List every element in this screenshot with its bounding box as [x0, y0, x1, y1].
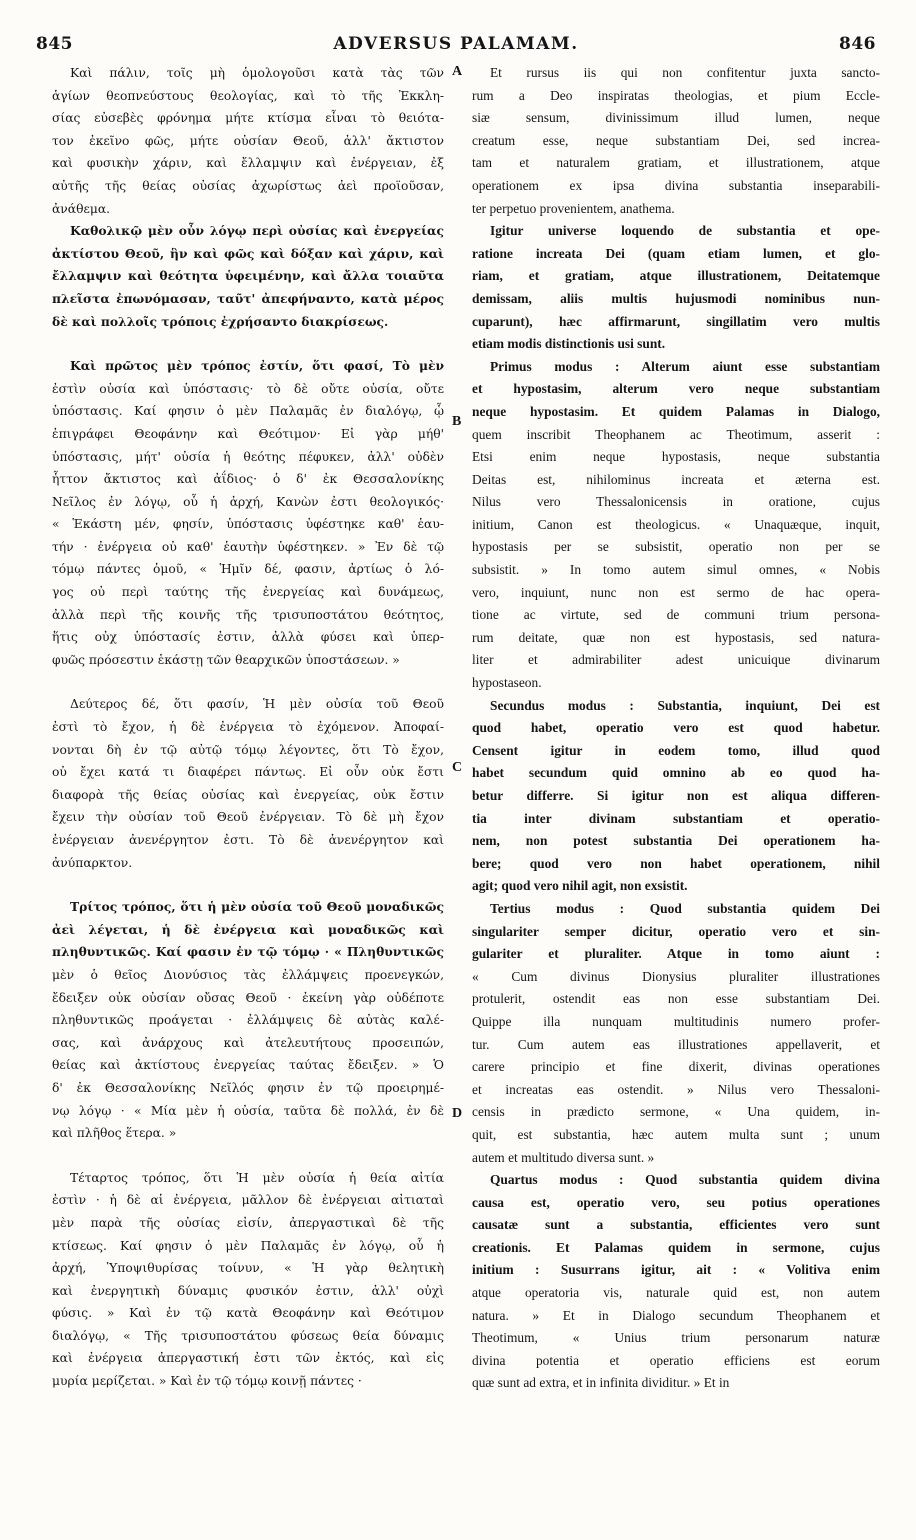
- margin-letter-d: D: [452, 1106, 463, 1121]
- greek-text-line: ἔχειν τὴν οὐσίαν τοῦ Θεοῦ ἐνέργειαν. Τὸ δὲ μὴ ἔχον: [52, 810, 444, 825]
- latin-text-line: liter et admirabiliter adest unicuique divinarum: [472, 652, 880, 668]
- greek-text-line: νονται δὴ ἐν τῷ αὐτῷ τόμῳ λέγοντες, ὅτι Τὸ ἔχον,: [52, 742, 444, 757]
- greek-text-line: ἥτις οὐχ ὑπόστασίς ἐστιν, ἀλλὰ φύσει καὶ ὑπερ-: [52, 630, 444, 645]
- greek-text-line: ἀκτίστου Θεοῦ, ἣν καὶ φῶς καὶ δόξαν καὶ χάριν, καὶ: [52, 245, 444, 261]
- paragraph-gap: [52, 874, 444, 896]
- greek-text-line: ἀνύπαρκτον.: [52, 855, 133, 870]
- latin-text-line: Theotimum, « Unius trium personarum naturæ: [472, 1330, 880, 1346]
- greek-text-line: Δεύτερος δέ, ὅτι φασίν, Ἡ μὲν οὐσία τοῦ Θεοῦ: [70, 697, 444, 712]
- latin-text-line: Nilus vero Thessalonicensis in oratione, cujus: [472, 494, 880, 510]
- latin-text-line: causatæ sunt a substantia, efficientes vero sunt: [472, 1217, 880, 1233]
- greek-text-line: πλεῖστα ἐπωνόμασαν, ταῦτ' ἀπεφήναντο, κατὰ μέρος: [52, 290, 444, 306]
- latin-text-line: rum a Deo inspiratas theologias, et pium Eccle-: [472, 87, 880, 103]
- latin-text-line: vero, inquiunt, nunc non est sermo de hac opera-: [472, 584, 880, 600]
- greek-text-line: διαλόγῳ, « Τῆς τρισυποστάτου φύσεως θεία δύναμις: [52, 1328, 444, 1343]
- greek-text-line: τον ἐκεῖνο φῶς, μήτε οὐσίαν Θεοῦ, ἀλλ' ἄκτιστον: [52, 133, 444, 148]
- greek-text-line: ἔδειξεν οὐκ οὐσίαν οὔσας Θεοῦ · ἐκείνη γὰρ οὐδέποτε: [52, 990, 444, 1005]
- greek-text-line: Καὶ πρῶτος μὲν τρόπος ἐστίν, ὅτι φασί, Τὸ μὲν: [70, 358, 444, 374]
- greek-text-line: Τρίτος τρόπος, ὅτι ἡ μὲν οὐσία τοῦ Θεοῦ μοναδικῶς: [70, 899, 444, 915]
- greek-text-line: τόμῳ πάντες ὁμοῦ, « Ἡμῖν δέ, φασιν, ἀρτίως ὁ λό-: [52, 562, 444, 577]
- greek-text-line: Νεῖλος ἐν λόγῳ, οὗ ἡ ἀρχή, Κανὼν ἐστι θεολογικός·: [52, 494, 444, 509]
- greek-text-line: τήν · ἐνέργεια οὐ καθ' ἑαυτὴν ὑφέστηκεν. » Ἐν δὲ τῷ: [52, 539, 444, 554]
- latin-text-line: Quartus modus : Quod substantia quidem divina: [490, 1172, 880, 1188]
- margin-letter-b: B: [452, 414, 462, 429]
- latin-text-line: divina potentia et operatio efficiens est eorum: [472, 1352, 880, 1368]
- latin-text-line: rum deitate, quæ non est hypostasis, sed natura-: [472, 629, 880, 645]
- greek-text-line: μυρία μερίζεται. » Καὶ ἐν τῷ τόμῳ κοινῇ πάντες ·: [52, 1374, 362, 1389]
- greek-text-line: μὲν ὁ θεῖος Διονύσιος τὰς ἐλλάμψεις προενεγκών,: [52, 967, 444, 982]
- greek-text-line: Τέταρτος τρόπος, ὅτι Ἡ μὲν οὐσία ἡ θεία αἰτία: [70, 1170, 444, 1185]
- latin-text-line: agit; quod vero nihil agit, non exsistit.: [472, 878, 688, 894]
- latin-text-line: protulerit, ostendit eas non esse substantiam Dei.: [472, 991, 880, 1007]
- latin-text-line: tur. Cum autem eas illustrationes appellaverit, et: [472, 1036, 880, 1052]
- latin-text-line: quit, est substantia, hæc autem multa sunt ; unum: [472, 1126, 880, 1142]
- greek-text-line: ἀνάθεμα.: [52, 201, 111, 216]
- greek-text-line: κτίσεως. Καί φησιν ὁ μὲν Παλαμᾶς ἐν λόγῳ, οὗ ἡ: [52, 1238, 444, 1253]
- latin-text-line: Etsi enim neque hypostasis, neque substantia: [472, 449, 880, 465]
- latin-text-line: Censent igitur in eodem tomo, illud quod: [472, 742, 880, 758]
- page-number-left: 845: [36, 34, 73, 54]
- latin-text-line: Secundus modus : Substantia, inquiunt, Dei est: [490, 697, 880, 713]
- paragraph-gap: [52, 671, 444, 693]
- latin-text-line: ratione increata Dei (quam etiam lumen, et glo-: [472, 245, 880, 261]
- latin-text-line: tione ac virtute, sed de communi trium persona-: [472, 607, 880, 623]
- latin-text-line: gulariter et pluraliter. Atque in tomo aiunt :: [472, 946, 880, 962]
- greek-text-line: ἐπιγράφει Θεοφάνην καὶ Θεότιμον· Εἰ γὰρ μήθ': [52, 426, 444, 441]
- greek-text-line: μὲν παρὰ τῆς οὐσίας εἰσίν, ἀπεργαστικαὶ δὲ τῆς: [52, 1215, 444, 1230]
- margin-letter-c: C: [452, 760, 463, 775]
- latin-text-line: subsistit. » In tomo autem simul omnes, « Nobis: [472, 562, 880, 578]
- greek-text-line: πληθυντικῶς. Καί φασιν ἐν τῷ τόμῳ · « Πληθυντικῶς: [52, 944, 444, 960]
- latin-text-line: tia inter divinam substantiam et operatio-: [472, 810, 880, 826]
- greek-text-line: οὐ ἔχει κατά τι διαφέρει πάντως. Εἰ οὖν οὐκ ἔστι: [52, 765, 444, 780]
- latin-text-line: « Cum divinus Dionysius pluraliter illustrationes: [472, 968, 880, 984]
- greek-text-line: δ' ἐκ Θεσσαλονίκης Νεῖλός φησιν ἐν τῷ προειρημέ-: [52, 1080, 444, 1095]
- latin-text-line: causa est, operatio vero, seu potius operationes: [472, 1194, 880, 1210]
- latin-text-line: hypostaseon.: [472, 675, 542, 691]
- paragraph-gap: [52, 1145, 444, 1167]
- latin-text-line: Et rursus iis qui non confitentur juxta sancto-: [490, 65, 880, 80]
- latin-text-line: Igitur universe loquendo de substantia et ope-: [490, 223, 880, 239]
- latin-text-line: natura. » Et in Dialogo secundum Theophanem et: [472, 1307, 880, 1323]
- greek-text-column: [52, 62, 444, 1393]
- latin-text-line: habet secundum quid omnino ab eo quod ha-: [472, 765, 880, 781]
- margin-letter-a: A: [452, 64, 463, 79]
- latin-text-line: initium : Susurrans igitur, ait : « Volitiva enim: [472, 1262, 880, 1278]
- greek-text-line: ἐνέργειαν ἀνενέργητον ἐστι. Τὸ δὲ ἀνενέργητον καὶ: [52, 833, 444, 847]
- latin-text-line: riam, et gratiam, atque illustrationem, Deitatemque: [472, 268, 880, 284]
- latin-text-line: carere principio et fine dixerit, divinas operationes: [472, 1059, 880, 1075]
- latin-text-line: nem, non potest substantia Dei operationem ha-: [472, 833, 880, 849]
- greek-text-line: νῳ λόγῳ · « Μία μὲν ἡ οὐσία, ταῦτα δὲ πολλά, ἐν δὲ: [52, 1103, 444, 1118]
- greek-text-line: ἧττον ἄκτιστος καὶ ἀΐδιος· ὁ δ' ἐκ Θεσσαλονίκης: [52, 472, 444, 487]
- greek-text-line: καὶ πλῆθος ἕτερα. »: [52, 1126, 177, 1141]
- latin-text-line: et hypostasim, alterum vero neque substantiam: [472, 381, 880, 397]
- greek-text-line: ἔλλαμψιν καὶ θεότητα ὑφειμένην, καὶ ἄλλα τοιαῦτα: [52, 268, 444, 284]
- greek-text-line: γος οὐ περὶ ταύτης τῆς ἐνεργείας καὶ δυνάμεως,: [52, 585, 444, 600]
- greek-text-line: ὑπόστασις, μήτ' οὐσία ἡ θεότης πέφυκεν, ἀλλ' οὐδὲν: [52, 449, 444, 464]
- latin-text-line: betur differre. Si igitur non est aliqua differen-: [472, 788, 880, 803]
- latin-text-line: cuparunt), hæc affirmarunt, singillatim vero multis: [472, 313, 880, 329]
- latin-text-line: censis in prædicto sermone, « Una quidem, in-: [472, 1104, 880, 1120]
- latin-text-line: quod habet, operatio vero est quod habetur.: [472, 720, 880, 736]
- latin-text-line: Tertius modus : Quod substantia quidem Dei: [490, 900, 880, 916]
- greek-text-line: « Ἑκάστη μέν, φησίν, ὑπόστασις ὑφέστηκε καθ' ἑαυ-: [52, 517, 444, 532]
- latin-text-line: bere; quod vero non habet operationem, nihil: [472, 855, 880, 871]
- paragraph-gap: [52, 333, 444, 355]
- latin-text-line: etiam modis distinctionis usi sunt.: [472, 336, 666, 352]
- latin-text-line: creationis. Et Palamas quidem in sermone, cujus: [472, 1239, 880, 1255]
- latin-text-line: hypostasis per se subsistit, operatio non per se: [472, 539, 880, 555]
- running-title: ADVERSUS PALAMAM.: [333, 34, 579, 54]
- running-header: [36, 34, 876, 58]
- latin-text-line: operationem ex ipsa divina substantia inseparabili-: [472, 177, 880, 193]
- greek-text-line: καὶ ἐνέργεια ἀπεργαστική ἐστι τῶν ἐκτός, καὶ εἰς: [52, 1351, 444, 1366]
- greek-text-line: ἐστὶν οὐσία καὶ ὑπόστασις· τὸ δὲ οὔτε οὐσία, οὔτε: [52, 381, 444, 396]
- greek-text-line: φύσις. » Καὶ ἐν τῷ κατὰ Θεοφάνην καὶ Θεότιμον: [52, 1306, 444, 1321]
- latin-text-line: Quippe illa nunquam multitudinis numero profer-: [472, 1013, 880, 1029]
- greek-text-line: ὑπόστασις. Καί φησιν ὁ μὲν Παλαμᾶς ἐν διαλόγῳ, ᾧ: [52, 404, 444, 419]
- latin-text-line: Deitas est, nihilominus increata et æterna est.: [472, 471, 880, 487]
- latin-text-line: quem inscribit Theophanem ac Theotimum, asserit :: [472, 426, 880, 442]
- latin-text-line: ter perpetuo provenientem, anathema.: [472, 200, 675, 216]
- greek-text-line: ἐστὶ τὸ ἔχον, ἡ δὲ ἐνέργεια τὸ ἐχόμενον. Ἀποφαί-: [52, 720, 444, 735]
- latin-text-line: Primus modus : Alterum aiunt esse substantiam: [490, 358, 880, 374]
- latin-text-line: atque operatoria vis, naturale quid est, non autem: [472, 1285, 880, 1301]
- greek-text-line: διαφορὰ τῆς θείας οὐσίας καὶ ἐνεργείας, οὐκ ἔστιν: [52, 787, 444, 802]
- latin-text-column: [472, 62, 880, 1395]
- greek-text-line: σίας εὐσεβὲς φρόνημα μήτε κτίσμα εἶναι τὸ θειότα-: [52, 111, 444, 126]
- latin-text-line: creatum esse, neque substantiam Dei, sed increa-: [472, 132, 880, 148]
- latin-text-line: et increatas eas ostendit. » Nilus vero Thessaloni-: [472, 1081, 880, 1097]
- greek-text-line: αὐτῆς τῆς θείας οὐσίας ἀχωρίστως ἀεὶ προϊοῦσαν,: [52, 178, 444, 193]
- page-number-right: 846: [839, 34, 876, 54]
- greek-text-line: ἀρχή, Ὑποψιθυρίσας τοίνυν, « Ἡ γὰρ θελητικὴ: [52, 1261, 444, 1276]
- greek-text-line: σας, καὶ ἀνάρχους καὶ ἀτελευτήτους προσειπών,: [52, 1035, 444, 1050]
- greek-text-line: φυῶς πρόσεστιν ἑκάστῃ τῶν θεαρχικῶν ὑποστάσεων. »: [52, 652, 400, 667]
- greek-text-line: ἀεὶ λέγεται, ἡ δὲ ἐνέργεια καὶ μοναδικῶς καὶ: [52, 921, 444, 937]
- latin-text-line: initium, Canon est theologicus. « Unaquæque, inquit,: [472, 516, 880, 532]
- latin-text-line: demissam, aliis multis hujusmodi nominibus nun-: [472, 290, 880, 306]
- greek-text-line: Καθολικῷ μὲν οὖν λόγῳ περὶ οὐσίας καὶ ἐνεργείας: [70, 223, 444, 239]
- latin-text-line: autem et multitudo diversa sunt. »: [472, 1149, 655, 1165]
- latin-text-line: singulariter semper dicitur, operatio vero et sin-: [472, 923, 880, 939]
- greek-text-line: ἀλλὰ περὶ τῆς κοινῆς τῆς τρισυποστάτου θεότητος,: [52, 607, 444, 622]
- greek-text-line: δὲ καὶ πολλοῖς τρόποις ἐχρήσαντο διακρίσεως.: [52, 313, 389, 329]
- greek-text-line: ἐστὶν · ἡ δὲ αἱ ἐνέργεια, μᾶλλον δὲ ἐνέργειαι αἰτιαταὶ: [52, 1193, 444, 1208]
- latin-text-line: siæ sensum, divinissimum illud lumen, neque: [472, 110, 880, 126]
- latin-text-line: tam et naturalem gratiam, et illustrationem, atque: [472, 155, 880, 171]
- greek-text-line: Καὶ πάλιν, τοῖς μὴ ὁμολογοῦσι κατὰ τὰς τῶν: [70, 66, 444, 80]
- greek-text-line: ἁγίων θεοπνεύστους θεολογίας, καὶ τὸ τῆς Ἐκκλη-: [52, 88, 444, 103]
- latin-text-line: neque hypostasim. Et quidem Palamas in Dialogo,: [472, 403, 880, 419]
- latin-text-line: quæ sunt ad extra, et in infinita dividitur. » Et in: [472, 1375, 730, 1391]
- greek-text-line: πληθυντικῶς προάγεται · ἐλλάμψεις δὲ αὐτὰς καλέ-: [52, 1013, 444, 1028]
- greek-text-line: καὶ ἐνεργητικὴ δύναμις φυσικόν ἐστιν, ἀλλ' οὐχὶ: [52, 1283, 444, 1298]
- greek-text-line: θείας καὶ ἀκτίστους ἐνεργείας ταύτας ἔδειξεν. » Ὁ: [52, 1058, 444, 1073]
- greek-text-line: καὶ φυσικὴν χάριν, καὶ ἔλλαμψιν καὶ ἐνέργειαν, ἐξ: [52, 156, 444, 171]
